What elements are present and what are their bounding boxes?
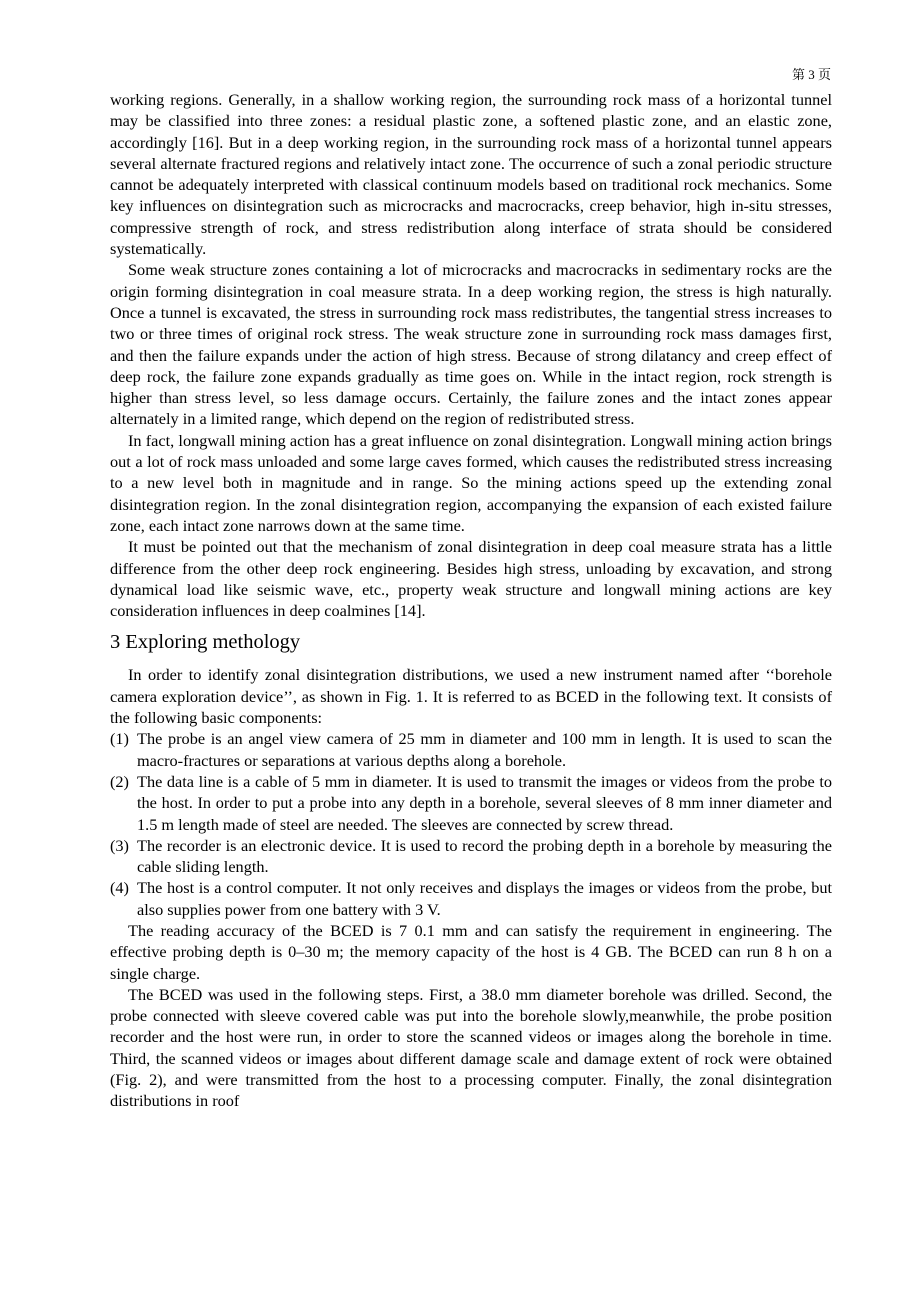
paragraph: It must be pointed out that the mechanism of zonal disintegration in deep coal measure strata has a little difference from the other deep rock engineering. Besides high stress, unloading by excavation, and strong dynamical load like seismic wave, etc., property weak structure and longwall mining actions are key consideration influences in deep coalmines [14]. xyxy=(110,537,832,621)
list-text: The host is a control computer. It not only receives and displays the images or videos from the probe, but also supplies power from one battery with 3 V. xyxy=(137,878,832,919)
list-text: The recorder is an electronic device. It is used to record the probing depth in a borehole by measuring the cable sliding length. xyxy=(137,835,832,877)
list-number: (2) xyxy=(110,771,129,791)
document-body xyxy=(110,89,832,1112)
paragraph: Some weak structure zones containing a lot of microcracks and macrocracks in sedimentary rocks are the origin forming disintegration in coal measure strata. In a deep working region, the stress is high naturally. Once a tunnel is excavated, the stress in surrounding rock mass redistributes, the tangential stress increases to two or three times of original rock stress. The weak structure zone in surrounding rock mass damages first, and then the failure expands under the action of high stress. Because of strong dilatancy and creep effect of deep rock, the failure zone expands gradually as time goes on. While in the intact region, rock strength is higher than stress level, so less damage occurs. Certainly, the failure zones and the intact zones appear alternately in a limited range, which depend on the region of redistributed stress. xyxy=(110,260,832,429)
page-number: 第 3 页 xyxy=(791,67,831,82)
list-number: (3) xyxy=(110,835,129,855)
paragraph: In fact, longwall mining action has a great influence on zonal disintegration. Longwall mining action brings out a lot of rock mass unloaded and some large caves formed, which causes the redistributed stress increasing to a new level both in magnitude and in range. So the mining actions speed up the extending zonal disintegration region. In the zonal disintegration region, accompanying the expansion of each existed failure zone, each intact zone narrows down at the same time. xyxy=(110,430,832,535)
list-number: (1) xyxy=(110,729,129,749)
list-number: (4) xyxy=(110,878,129,898)
section-heading: 3 Exploring methology xyxy=(110,631,301,654)
paragraph: working regions. Generally, in a shallow working region, the surrounding rock mass of a horizontal tunnel may be classified into three zones: a residual plastic zone, a softened plastic zone, and an elastic zone, accordingly [16]. But in a deep working region, in the surrounding rock mass of a horizontal tunnel appears several alternate fractured regions and relatively intact zone. The occurrence of such a zonal periodic structure cannot be adequately interpreted with classical continuum models based on traditional rock mechanics. Some key influences on disintegration such as microcracks and macrocracks, creep behavior, high in-situ stresses, compressive strength of rock, and stress redistribution along interface of strata should be considered systematically. xyxy=(110,90,832,259)
list-text: The probe is an angel view camera of 25 mm in diameter and 100 mm in length. It is used to scan the macro-fractures or separations at various depths along a borehole. xyxy=(137,729,832,770)
list-item xyxy=(110,877,832,920)
paragraph: The reading accuracy of the BCED is 7 0.1 mm and can satisfy the requirement in engineering. The effective probing depth is 0–30 m; the memory capacity of the host is 4 GB. The BCED can run 8 h on a single charge. xyxy=(110,920,832,983)
list-item xyxy=(110,771,832,835)
list-item xyxy=(110,835,832,878)
list-item xyxy=(110,728,832,771)
list-text: The data line is a cable of 5 mm in diameter. It is used to transmit the images or videos from the probe to the host. In order to put a probe into any depth in a borehole, several sleeves of 8 mm inner diameter and 1.5 m length made of steel are needed. The sleeves are connected by screw thread. xyxy=(137,771,832,834)
paragraph: The BCED was used in the following steps. First, a 38.0 mm diameter borehole was drilled. Second, the probe connected with sleeve covered cable was put into the borehole slowly,meanwhile, the probe position recorder and the host were run, in order to store the scanned videos or images along the borehole in time. Third, the scanned videos or images about different damage scale and damage extent of rock were obtained (Fig. 2), and were transmitted from the host to a processing computer. Finally, the zonal disintegration distributions in roof xyxy=(110,984,832,1111)
paragraph: In order to identify zonal disintegration distributions, we used a new instrument named after ‘‘borehole camera exploration device’’, as shown in Fig. 1. It is referred to as BCED in the following text. It consists of the following basic components: xyxy=(110,665,832,728)
